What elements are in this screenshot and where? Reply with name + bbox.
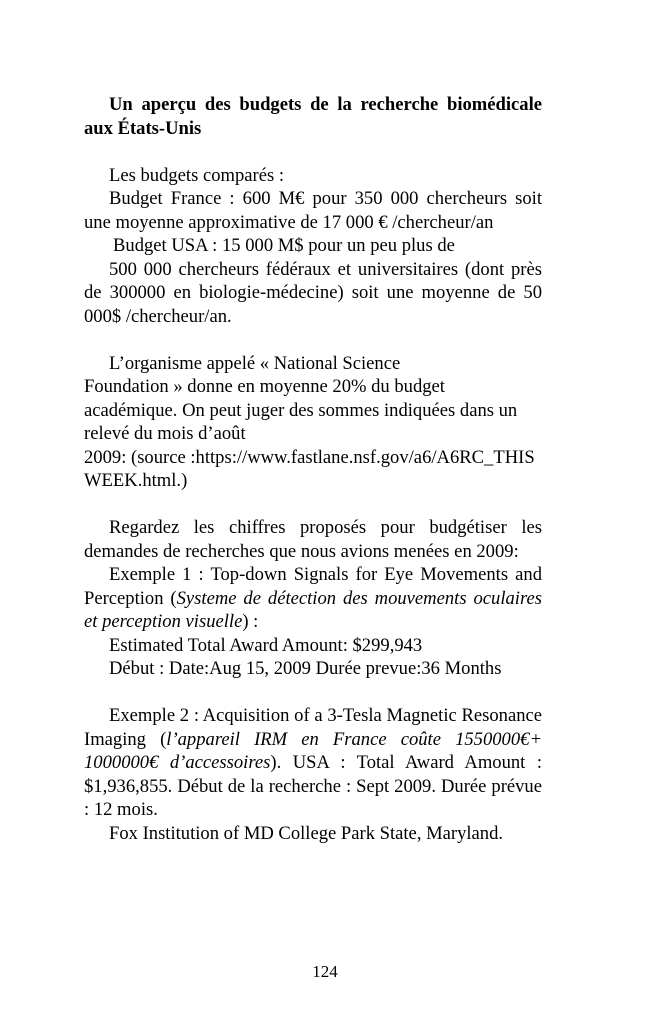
nsf-source: 2009: (source :https://www.fastlane.nsf.gov/a6/A6RC_THISWEEK.html.): [84, 446, 535, 491]
spacer: [84, 140, 542, 164]
example1-title: [84, 563, 542, 634]
example2-text: [84, 704, 542, 822]
example1-dates: Début : Date:Aug 15, 2009 Durée prevue:36 Months: [109, 658, 502, 679]
example2-before: Exemple 2 : Acquisition of a 3-Tesla Magnetic Resonance Imaging (: [84, 705, 542, 750]
budgets-intro: Les budgets comparés :: [109, 164, 285, 186]
page-number: 124: [312, 962, 338, 981]
example1-title-after: ) :: [242, 611, 259, 632]
example2-institution: Fox Institution of MD College Park State, Maryland.: [109, 822, 504, 844]
figures-intro: Regardez les chiffres proposés pour budgétiser les demandes de recherches que nous avions menées en 2009:: [84, 517, 542, 562]
example1-title-before: Exemple 1 : Top-down Signals for Eye Movements and Perception (: [84, 564, 542, 609]
example2-after: ). USA : Total Award Amount : $1,936,855. Début de la recherche : Sept 2009. Durée prévue : 12 mois.: [84, 752, 542, 820]
budget-france: Budget France : 600 M€ pour 350 000 chercheurs soit une moyenne approximative de 17 000 € /chercheur/an: [84, 188, 542, 233]
example1-title-italic: Systeme de détection des mouvements oculaires et perception visuelle: [84, 587, 542, 632]
nsf-line2: Foundation » donne en moyenne 20% du budget académique. On peut juger des sommes indiquées dans un relevé du mois d’août: [84, 376, 518, 444]
spacer: [84, 493, 542, 517]
page-body: [84, 93, 542, 845]
example1-amount: Estimated Total Award Amount: $299,943: [109, 634, 423, 656]
budget-usa-line1: Budget USA : 15 000 M$ pour un peu plus de: [113, 235, 455, 256]
section-heading: Un aperçu des budgets de la recherche biomédicale aux États-Unis: [84, 94, 542, 139]
spacer: [84, 681, 542, 705]
nsf-line1: L’organisme appelé « National Science: [109, 352, 401, 374]
spacer: [84, 328, 542, 352]
budget-usa-line2: 500 000 chercheurs fédéraux et universitaires (dont près de 300000 en biologie-médecine) soit une moyenne de 50 000$ /chercheur/an.: [84, 258, 542, 327]
example2-italic: l’appareil IRM en France coûte 1550000€+ 1000000€ d’accessoires: [84, 728, 542, 773]
